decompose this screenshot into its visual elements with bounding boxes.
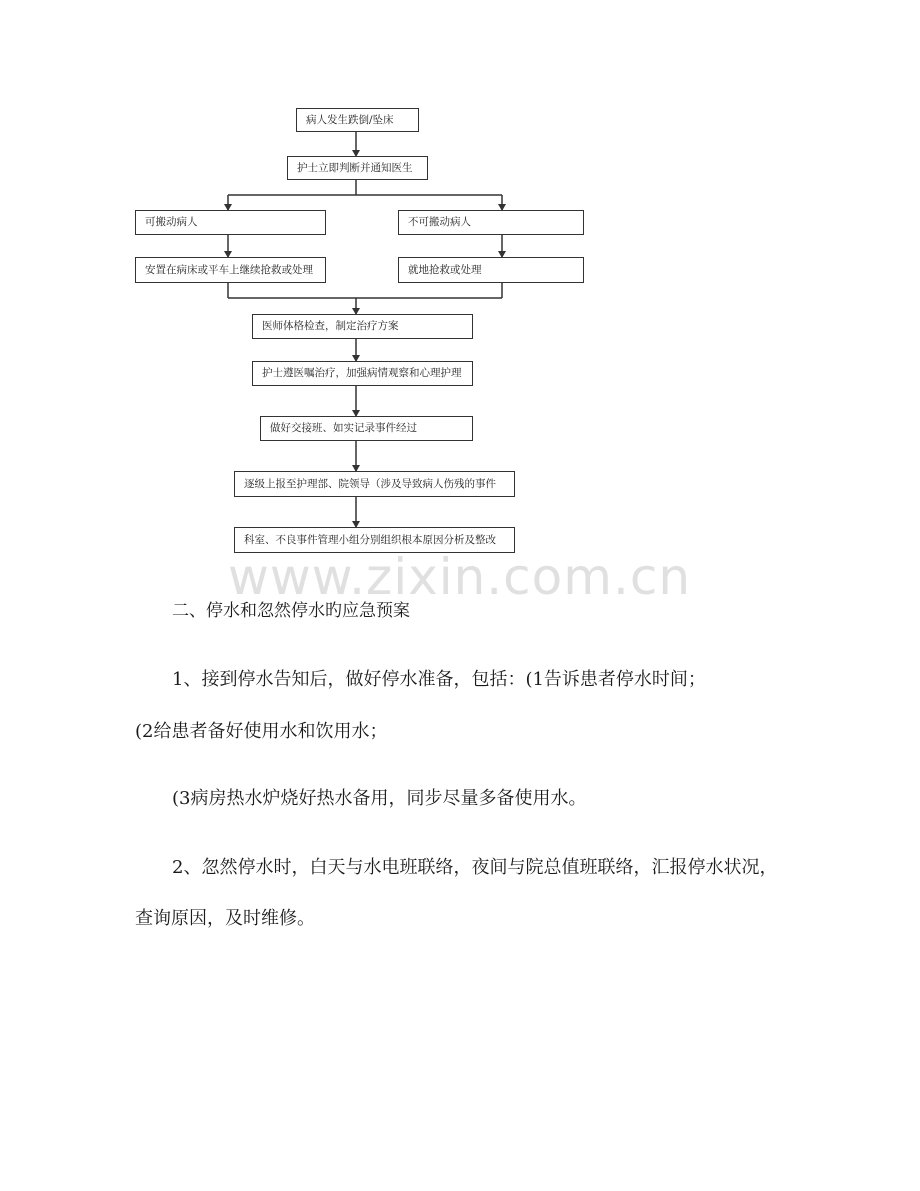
paragraph-5: 查询原因，及时维修。 bbox=[135, 908, 315, 929]
node-report-up: 逐级上报至护理部、院领导（涉及导致病人伤残的事件 bbox=[234, 471, 515, 497]
paragraph-2: (2给患者备好使用水和饮用水； bbox=[135, 721, 388, 742]
node-root-cause-analysis: 科室、不良事件管理小组分别组织根本原因分析及整改 bbox=[234, 527, 515, 553]
node-nurse-follow-orders: 护士遵医嘱治疗，加强病情观察和心理护理 bbox=[252, 361, 473, 386]
section-heading: 二、停水和忽然停水旳应急预案 bbox=[172, 601, 410, 621]
watermark-text: www.zixin.com.cn bbox=[228, 548, 692, 606]
node-movable-patient: 可搬动病人 bbox=[135, 210, 326, 235]
node-doctor-examination: 医师体格检查，制定治疗方案 bbox=[252, 314, 473, 339]
paragraph-3: (3病房热水炉烧好热水备用，同步尽量多备使用水。 bbox=[172, 788, 587, 809]
paragraph-1: 1、接到停水告知后，做好停水准备，包括：(1告诉患者停水时间； bbox=[172, 669, 706, 690]
node-handover-record: 做好交接班、如实记录事件经过 bbox=[260, 416, 473, 441]
node-bed-treatment: 安置在病床或平车上继续抢救或处理 bbox=[135, 257, 326, 283]
node-nurse-judge-notify-doctor: 护士立即判断并通知医生 bbox=[287, 156, 428, 180]
paragraph-4: 2、忽然停水时，白天与水电班联络，夜间与院总值班联络，汇报停水状况， bbox=[172, 857, 778, 878]
fall-emergency-flowchart bbox=[0, 0, 920, 570]
node-not-movable-patient: 不可搬动病人 bbox=[398, 210, 584, 235]
node-patient-fall: 病人发生跌倒/坠床 bbox=[296, 108, 419, 132]
node-onsite-treatment: 就地抢救或处理 bbox=[398, 257, 584, 283]
